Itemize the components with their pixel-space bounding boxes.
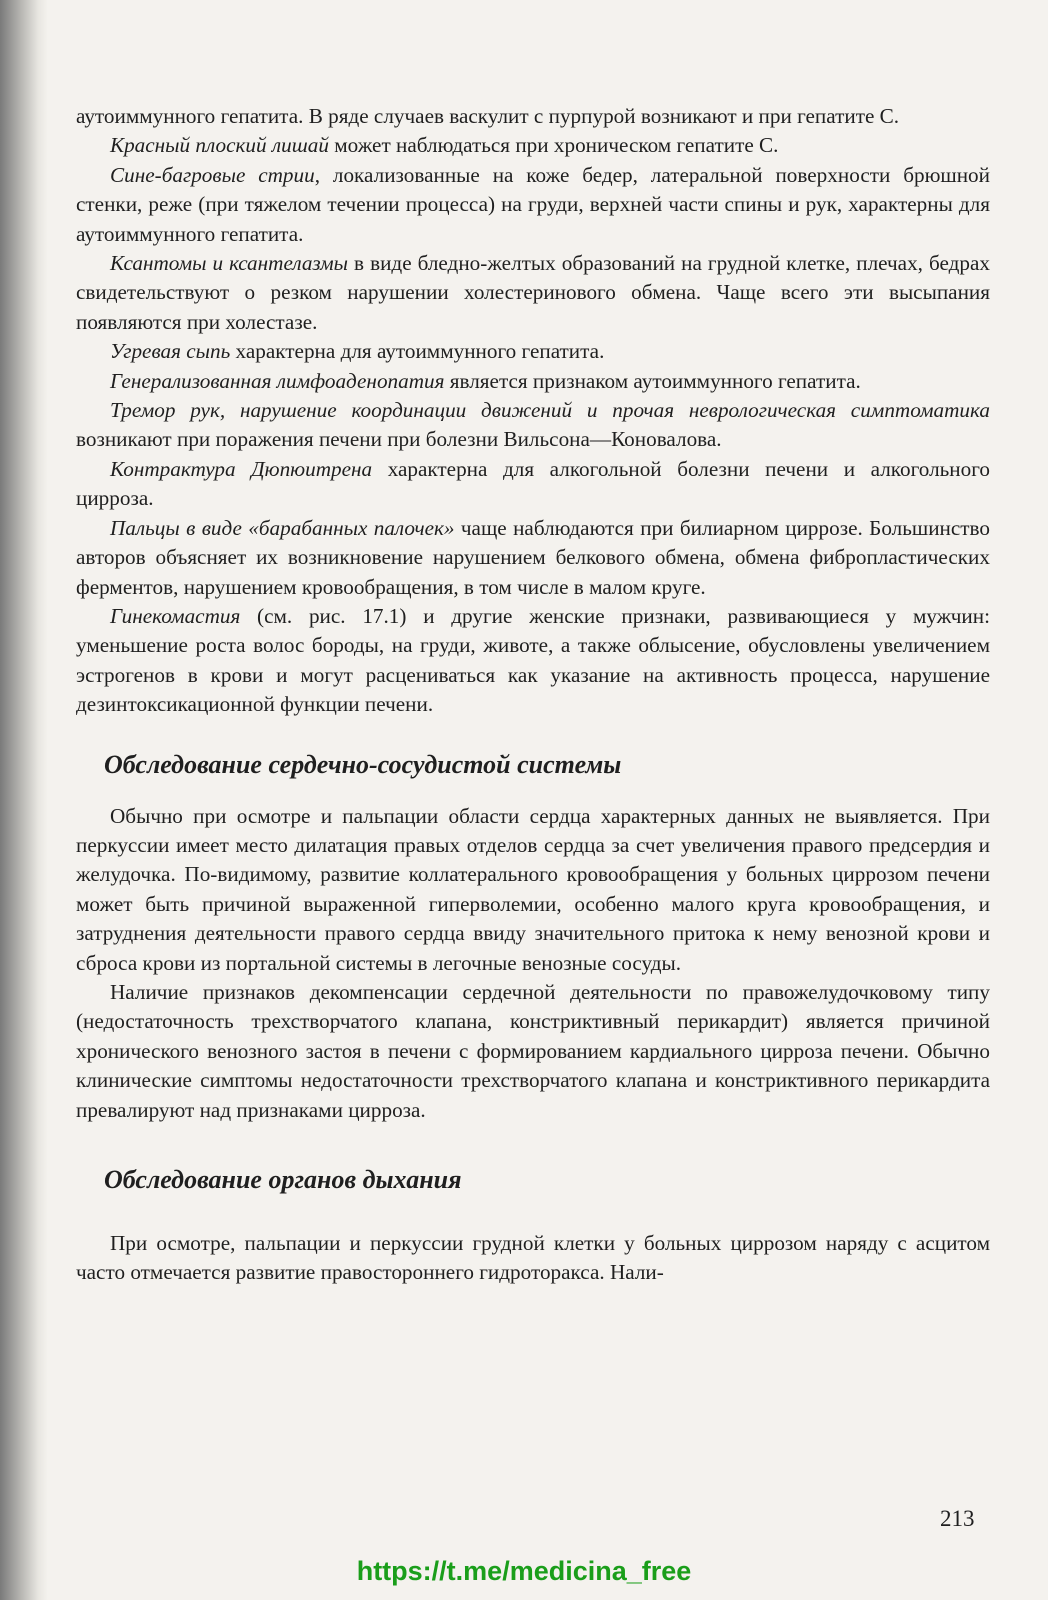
paragraph-striae: Сине-багровые стрии, локализованные на коже бедер, латеральной поверхности брюшной стенки, реже (при тяжелом течении процесса) на груди, верхней части спины и рук, характерны для аутоиммунного гепатита. <box>76 162 990 246</box>
paragraph-resp-1: При осмотре, пальпации и перкуссии грудной клетки у больных циррозом наряду с асцитом часто отмечается развитие правостороннего гидроторакса. Нали- <box>76 1231 990 1285</box>
paragraph-0: аутоиммунного гепатита. В ряде случаев васкулит с пурпурой возникают и при гепатите С. <box>76 104 900 128</box>
page-number: 213 <box>940 1506 975 1531</box>
paragraph-acne: Угревая сыпь характерна для аутоиммунного гепатита. <box>110 339 605 364</box>
paragraph-lichen: Красный плоский лишай может наблюдаться при хроническом гепатите С. <box>110 133 779 158</box>
paragraph-cardio-2: Наличие признаков декомпенсации сердечной деятельности по правожелудочковому типу (недостаточность трехстворчатого клапана, констриктивный перикардит) является причиной хронического венозного застоя в печени с формированием кардиального цирроза печени. Обычно клинические симптомы недостаточности трехстворчатого клапана и констриктивного перикардита превалируют над признаками цирроза. <box>76 979 990 1122</box>
section-heading-respiratory: Обследование органов дыхания <box>104 1165 462 1194</box>
paragraph-cardio-1: Обычно при осмотре и пальпации области сердца характерных данных не выявляется. При перкуссии имеет место дилатация правых отделов сердца за счет увеличения правого предсердия и желудочка. По-видимому, развитие коллатерального кровообращения у больных циррозом печени может быть причиной выраженной гиперволемии, особенно малого круга кровообращения, и затруднения деятельности правого сердца ввиду значительного притока к нему венозной крови и сброса крови из портальной системы в легочные венозные сосуды. <box>76 803 990 975</box>
paragraph-lymphadenopathy: Генерализованная лимфоаденопатия является признаком аутоиммунного гепатита. <box>110 368 861 393</box>
paragraph-dupuytren: Контрактура Дюпюитрена характерна для алкогольной болезни печени и алкогольного цирроза. <box>76 456 990 511</box>
paragraph-tremor: Тремор рук, нарушение координации движений и прочая неврологическая симптоматика возникают при поражения печени при болезни Вильсона—Коновалова. <box>76 398 990 452</box>
paragraph-clubbing: Пальцы в виде «барабанных палочек» чаще наблюдаются при билиарном циррозе. Большинство авторов объясняет их возникновение нарушением белкового обмена, обмена фибропластических ферментов, нарушением кровообращения, в том числе в малом круге. <box>76 515 990 599</box>
paragraph-xanthomas: Ксантомы и ксантелазмы в виде бледно-желтых образований на грудной клетке, плечах, бедрах свидетельствуют о резком нарушении холестеринового обмена. Чаще всего эти высыпания появляются при холестазе. <box>76 251 990 334</box>
page-body <box>76 102 990 1288</box>
footer-telegram-link[interactable]: https://t.me/medicina_free <box>356 1556 692 1586</box>
page-binding-shadow <box>0 0 48 1600</box>
paragraph-gynecomastia: Гинекомастия (см. рис. 17.1) и другие женские признаки, развивающиеся у мужчин: уменьшение роста волос бороды, на груди, животе, а также облысение, обусловлены увеличением эстрогенов в крови и могут расцениваться как указание на активность процесса, нарушение дезинтоксикационной функции печени. <box>76 603 990 717</box>
section-heading-cardiovascular: Обследование сердечно-сосудистой системы <box>104 749 622 779</box>
